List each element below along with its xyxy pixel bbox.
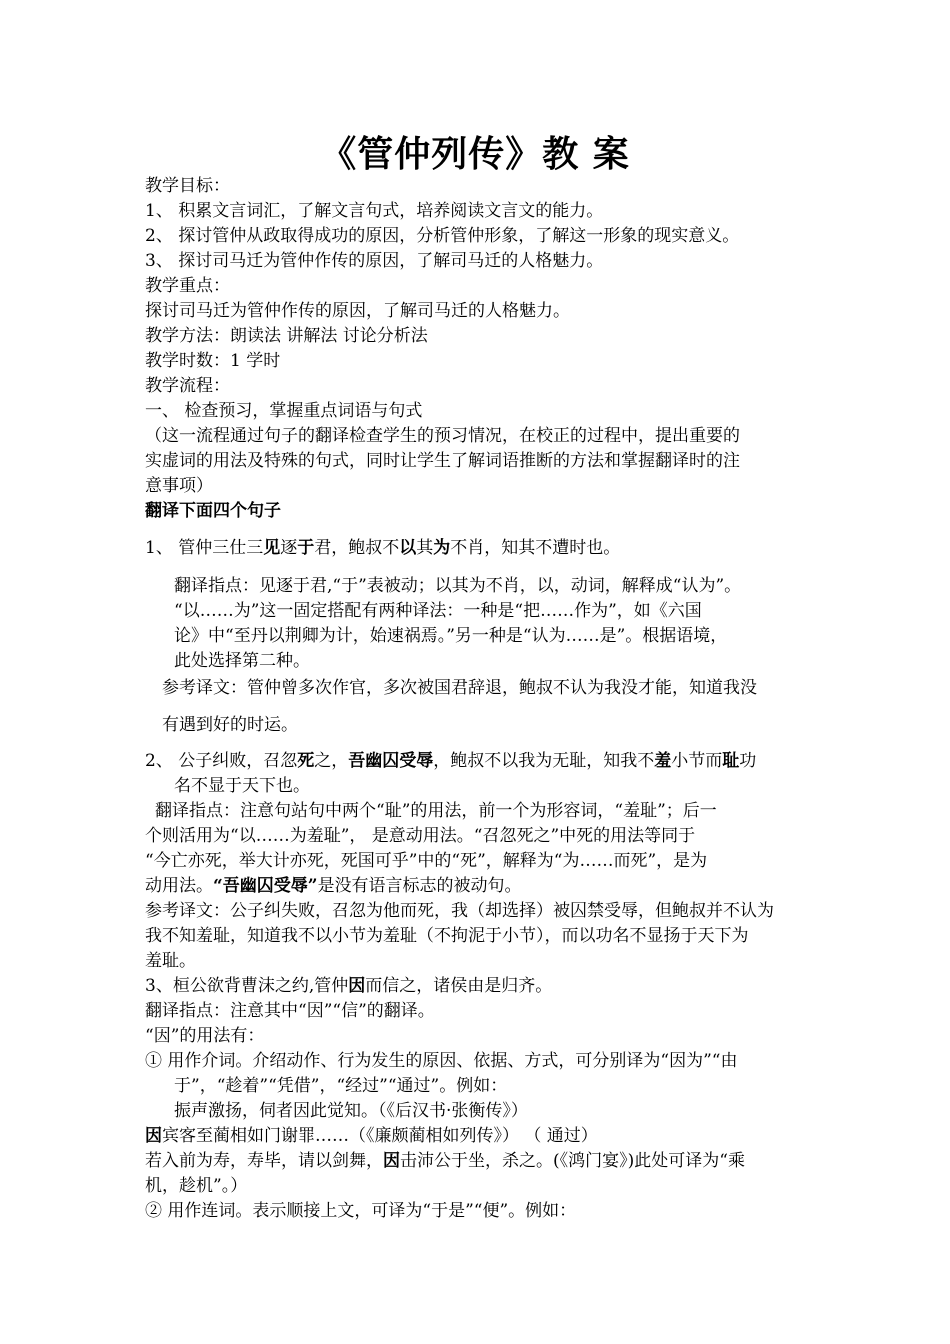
- key-word: 因: [383, 1151, 400, 1171]
- sentence-2-note: “今亡亦死，举大计亦死，死国可乎”中的“死”，解释为“为……而死”，是为: [145, 851, 708, 871]
- key-word: 因: [145, 1126, 162, 1146]
- sentence-2-continued: 名不显于天下也。: [174, 776, 310, 796]
- key-phrase: “吾幽囚受辱”: [213, 876, 318, 896]
- example-2: [145, 1124, 598, 1148]
- sentence-1-note: 此处选择第二种。: [174, 651, 310, 671]
- example-3: [145, 1149, 745, 1173]
- goal-item: 3、 探讨司马迁为管仲作传的原因，了解司马迁的人格魅力。: [145, 251, 604, 271]
- sentence-2-note: 个则活用为“以……为羞耻”， 是意动用法。“召忽死之”中死的用法等同于: [145, 826, 696, 846]
- text-run: 3、桓公欲背曹沫之约,管仲: [145, 976, 349, 996]
- process-heading: 教学流程：: [145, 376, 230, 396]
- text-run: 之，: [314, 751, 349, 771]
- sentence-1-note: 翻译指点：见逐于君,“于”表被动；以其为不肖，以，动词，解释成“认为”。: [174, 576, 742, 596]
- sentence-2-note: [145, 874, 522, 898]
- focus-heading: 教学重点：: [145, 276, 230, 296]
- sentence-2-note: 翻译指点：注意句站句中两个“耻”的用法，前一个为形容词，“羞耻”；后一: [155, 801, 717, 821]
- yin-usage-1-continued: 于”，“趁着”“凭借”，“经过”“通过”。例如：: [174, 1076, 508, 1096]
- teaching-hours: 教学时数：1 学时: [145, 351, 281, 371]
- text-run: 是没有语言标志的被动句。: [317, 876, 522, 896]
- yin-usage-heading: “因”的用法有：: [145, 1026, 265, 1046]
- text-run: 击沛公于坐，杀之。(《鸿门宴》)此处可译为“乘: [400, 1151, 745, 1171]
- text-run: 若入前为寿，寿毕，请以剑舞，: [145, 1151, 383, 1171]
- example-3-continued: 机，趁机”。）: [145, 1176, 248, 1196]
- key-word: 羞: [654, 751, 672, 771]
- text-run: 2、 公子纠败，召忽: [145, 751, 298, 771]
- goal-item: 2、 探讨管仲从政取得成功的原因，分析管仲形象，了解这一形象的现实意义。: [145, 226, 740, 246]
- text-run: 功: [739, 751, 757, 771]
- sentence-3: [145, 974, 552, 998]
- text-run: 君，鲍叔不: [314, 538, 400, 558]
- sentence-3-note: 翻译指点：注意其中“因”“信”的翻译。: [145, 1001, 435, 1021]
- sentence-1-note: “以……为”这一固定搭配有两种译法：一种是“把……作为”，如《六国: [174, 601, 702, 621]
- sentence-1-note: 论》中“至丹以荆卿为计，始速祸焉。”另一种是“认为……是”。根据语境，: [174, 626, 728, 646]
- text-run: 其: [416, 538, 434, 558]
- yin-usage-1: ① 用作介词。介绍动作、行为发生的原因、依据、方式，可分别译为“因为”“由: [145, 1051, 738, 1071]
- text-run: 逐: [280, 538, 298, 558]
- sentence-1-reference: 有遇到好的时运。: [162, 715, 298, 735]
- sentence-2-reference: 参考译文：公子纠失败，召忽为他而死，我（却选择）被囚禁受辱，但鲍叔并不认为: [145, 901, 774, 921]
- goal-item: 1、 积累文言词汇，了解文言句式，培养阅读文言文的能力。: [145, 201, 604, 221]
- key-word: 因: [348, 976, 366, 996]
- process-note: （这一流程通过句子的翻译检查学生的预习情况，在校正的过程中，提出重要的: [145, 426, 740, 446]
- text-run: ，鲍叔不以我为无耻，知我不: [433, 751, 655, 771]
- text-run: 1、 管仲三仕三: [145, 538, 264, 558]
- sentence-2-reference: 羞耻。: [145, 951, 196, 971]
- key-phrase: 吾幽囚受辱: [348, 751, 434, 771]
- key-word: 耻: [722, 751, 740, 771]
- sentence-1-reference: 参考译文：管仲曾多次作官，多次被国君辞退，鲍叔不认为我没才能，知道我没: [162, 678, 757, 698]
- text-run: 小节而: [671, 751, 723, 771]
- text-run: 宾客至蔺相如门谢罪……（《廉颇蔺相如列传》） （ 通过）: [162, 1126, 598, 1146]
- text-run: 动用法。: [145, 876, 213, 896]
- translate-heading: 翻译下面四个句子: [145, 501, 281, 521]
- sentence-2-reference: 我不知羞耻，知道我不以小节为羞耻（不拘泥于小节），而以功名不显扬于天下为: [145, 926, 749, 946]
- document-title: 《管仲列传》教 案: [320, 133, 630, 175]
- focus-text: 探讨司马迁为管仲作传的原因，了解司马迁的人格魅力。: [145, 301, 570, 321]
- example-1: 振声激扬，伺者因此觉知。（《后汉书·张衡传》）: [174, 1101, 528, 1121]
- key-word: 以: [399, 538, 417, 558]
- text-run: 而信之，诸侯由是归齐。: [365, 976, 553, 996]
- teaching-method: 教学方法：朗读法 讲解法 讨论分析法: [145, 326, 428, 346]
- text-run: 不肖，知其不遭时也。: [450, 538, 621, 558]
- process-step-1: 一、 检查预习，掌握重点词语与句式: [145, 401, 423, 421]
- process-note: 实虚词的用法及特殊的句式，同时让学生了解词语推断的方法和掌握翻译时的注: [145, 451, 740, 471]
- goals-heading: 教学目标：: [145, 176, 230, 196]
- key-word: 死: [297, 751, 315, 771]
- key-word: 为: [433, 538, 451, 558]
- sentence-1: [145, 536, 620, 560]
- process-note: 意事项）: [145, 476, 213, 496]
- yin-usage-2: ② 用作连词。表示顺接上文，可译为“于是”“便”。例如：: [145, 1201, 577, 1221]
- key-word: 于: [297, 538, 315, 558]
- key-word: 见: [263, 538, 281, 558]
- sentence-2: [145, 749, 756, 773]
